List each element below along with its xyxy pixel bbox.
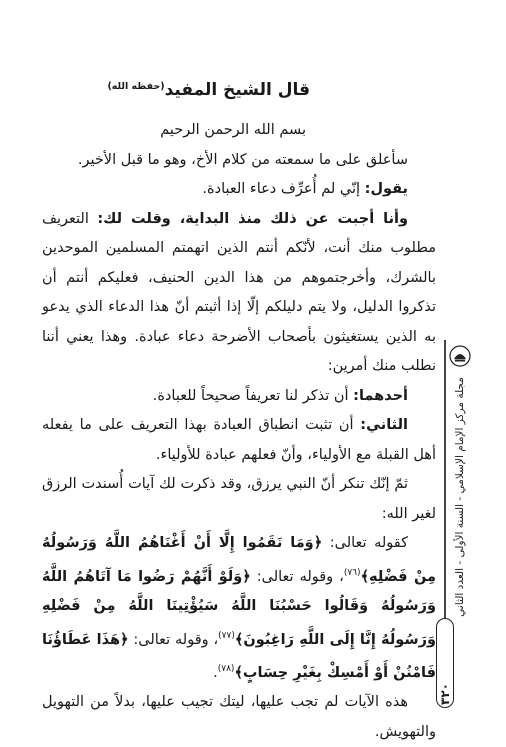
paragraph-7-intro: كقوله تعالى:: [329, 535, 408, 552]
basmala: بسم الله الرحمن الرحيم: [160, 122, 306, 139]
paragraph-2: [42, 175, 436, 205]
page-number: ٣٢٠: [438, 683, 453, 705]
paragraph-4-label: أحدهما:: [353, 387, 408, 404]
quran-verse-1: ﴿وَمَا نَقَمُوا إِلَّا أَنْ أَغْنَاهُمُ اللَّهُ وَرَسُولُهُ مِنْ فَضْلِهِ﴾: [42, 535, 436, 585]
paragraph-7-connector-2: ، وقوله تعالى:: [133, 631, 219, 648]
page-number-tab: [436, 618, 456, 714]
page-number-frame: [436, 618, 454, 708]
article-title: قال الشيخ المفيد: [164, 79, 310, 100]
paragraph-7-end: .: [213, 664, 218, 681]
quran-verse-2: ﴿وَلَوْ أَنَّهُمْ رَضُوا مَا آتَاهُمُ اللَّهُ وَرَسُولُهُ وَقَالُوا حَسْبُنَا اللَّهُ سَيُؤْتِينَا اللَّهُ مِنْ فَضْلِهِ وَرَسُولُهُ إِنَّا إِلَى اللَّهِ رَاغِبُونَ﴾: [42, 568, 436, 648]
paragraph-8: هذه الآيات لم تجب عليها، ليتك تجيب عليها، بدلاً من التهويل والتهويش.: [42, 694, 436, 740]
paragraph-5-text: أن تثبت انطباق العبادة بهذا التعريف على ما يفعله أهل القبلة مع الأولياء، وأنّ فعلهم عبادة للأولياء.: [42, 417, 436, 463]
journal-logo-icon: [448, 344, 472, 368]
paragraph-3-text: التعريف مطلوب منك أنت، لأنّكم أنتم الذين اتهمتم المسلمين الموحدين بالشرك، وأخرجتموهم من هذا الدين الحنيف، فعليكم أنتم أن تذكروا الدليل، ولا يتم دليلكم إلّا إذا أثبتم أنّ هذا الدعاء الذي يدعو به الذين يستغيثون بأصحاب الأضرحة دعاء عبادة. وهذا يعني أننا نطلب منك أمرين:: [42, 210, 436, 375]
paragraph-3: [42, 205, 436, 382]
paragraph-2-label: يقول:: [364, 181, 408, 198]
paragraph-1: سأعلق على ما سمعته من كلام الأخ، وهو ما قبل الأخير.: [77, 151, 408, 168]
running-head: [450, 372, 470, 622]
paragraph-5: [42, 411, 436, 470]
article-body: [42, 72, 436, 747]
title-honorific: (حفظه الله): [107, 81, 165, 92]
running-head-text: مجلة مركز الإمام الإسلامي - السنة الأولى - العدد الثاني: [454, 377, 466, 617]
paragraph-4: [42, 382, 436, 412]
quran-verse-3: ﴿هَذَا عَطَاؤُنَا فَامْنُنْ أَوْ أَمْسِكْ بِغَيْرِ حِسَابٍ﴾: [42, 631, 436, 681]
paragraph-7-connector-1: ، وقوله تعالى:: [256, 568, 344, 585]
paragraph-6: ثمّ إنّك تنكر أنّ النبي يرزق، وقد ذكرت لك آيات أُسندت الرزق لغير الله:: [42, 476, 436, 522]
footnote-ref-78: (٧٨): [217, 663, 235, 674]
footnote-ref-76: (٧٦): [343, 567, 361, 578]
footnote-ref-77: (٧٧): [218, 630, 235, 641]
margin-rule: [444, 340, 446, 622]
paragraph-4-text: أن تذكر لنا تعريفاً صحيحاً للعبادة.: [152, 387, 349, 404]
paragraph-2-text: إنّي لم أُعرِّف دعاء العبادة.: [202, 181, 361, 198]
journal-logo-graphic: [449, 345, 471, 367]
paragraph-3-label: وأنا أجبت عن ذلك منذ البداية، وقلت لك:: [97, 210, 408, 227]
paragraph-5-label: الثاني:: [360, 417, 408, 434]
paragraph-7: [42, 529, 436, 688]
article-heading: [42, 72, 436, 106]
